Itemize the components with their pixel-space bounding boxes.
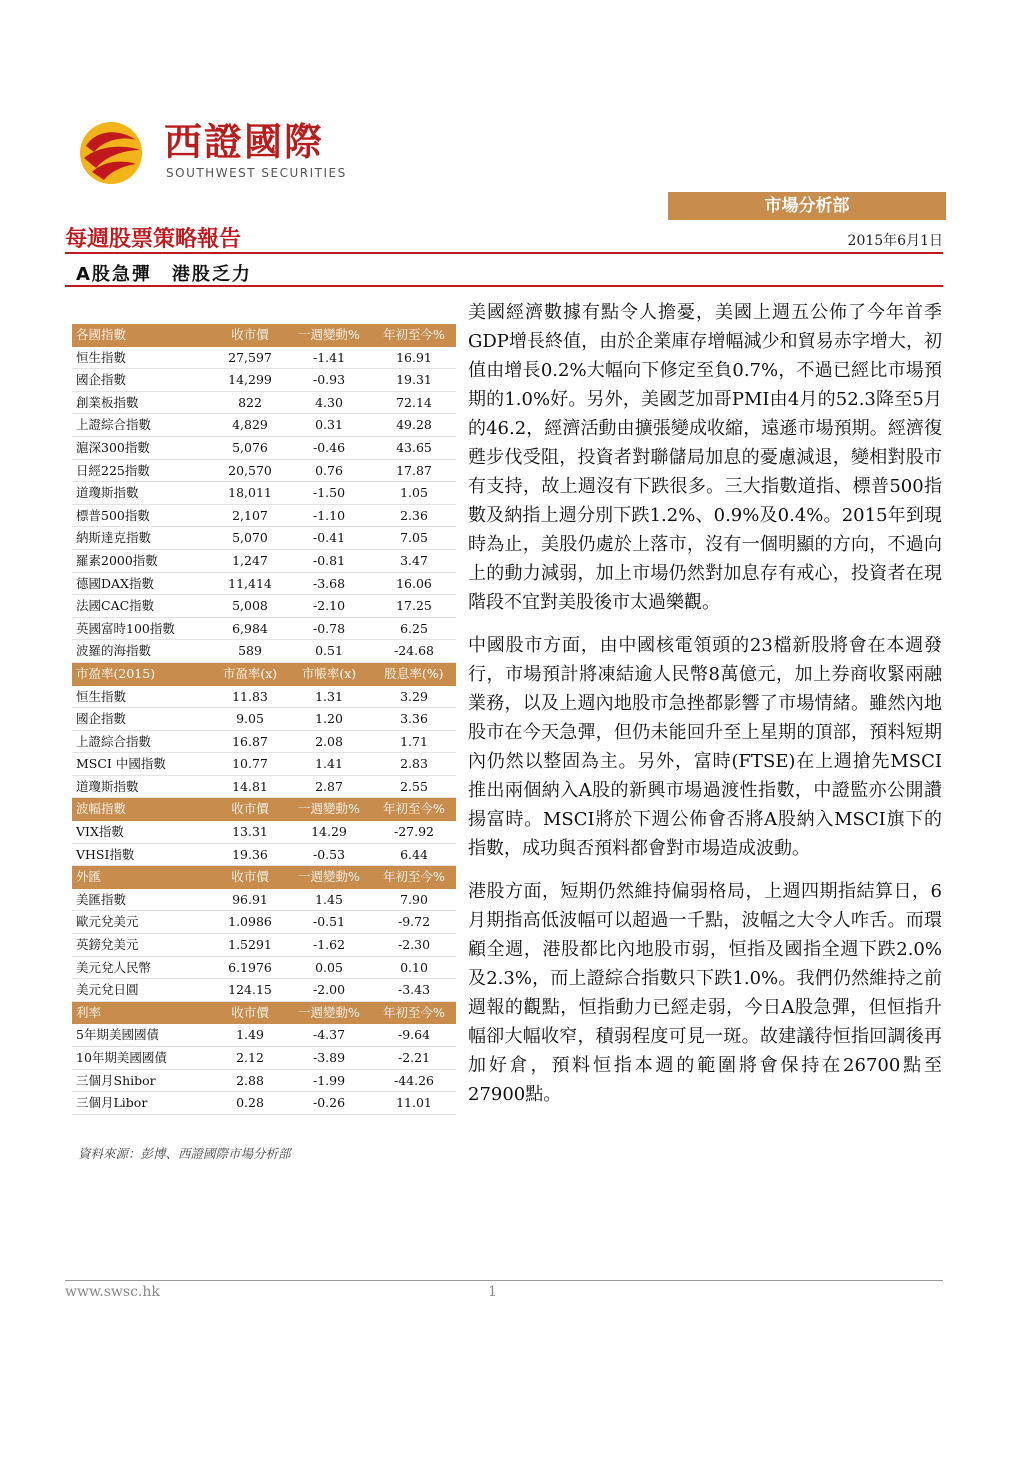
- row-label: 國企指數: [76, 372, 127, 388]
- row-value: 0.05: [315, 959, 343, 975]
- row-value: 6.44: [400, 846, 428, 862]
- title-divider: [65, 252, 943, 254]
- row-value: 16.87: [232, 733, 268, 749]
- company-logo: [78, 118, 378, 188]
- row-value: 96.91: [232, 891, 268, 907]
- table-row: [72, 640, 456, 663]
- row-label: 法國CAC指數: [76, 598, 155, 614]
- row-label: 上證綜合指數: [76, 417, 152, 433]
- row-label: 國企指數: [76, 711, 127, 727]
- row-label: 恒生指數: [76, 349, 127, 365]
- row-value: 49.28: [396, 417, 432, 433]
- row-value: 589: [238, 643, 262, 659]
- row-value: -1.99: [312, 1072, 346, 1088]
- row-value: 3.47: [400, 552, 428, 568]
- row-value: 5,070: [232, 530, 268, 546]
- row-value: 20,570: [228, 462, 272, 478]
- row-label: 英國富時100指數: [76, 620, 175, 636]
- table-row: [72, 1024, 456, 1047]
- row-value: -44.26: [393, 1072, 434, 1088]
- table-header-rates: [72, 1002, 456, 1025]
- table-row: [72, 505, 456, 528]
- row-value: -0.78: [312, 620, 346, 636]
- footer-url: www.swsc.hk: [65, 1284, 160, 1300]
- row-value: -2.00: [312, 982, 346, 998]
- row-value: -2.30: [397, 937, 431, 953]
- row-value: 27,597: [228, 349, 272, 365]
- row-label: 三個月Shibor: [76, 1072, 156, 1088]
- header-cell: 一週變動%: [298, 801, 360, 817]
- row-value: -9.64: [397, 1027, 431, 1043]
- table-row: [72, 414, 456, 437]
- row-label: 道瓊斯指數: [76, 485, 139, 501]
- header-cell: 市盈率(x): [222, 665, 278, 681]
- swsc-logo-icon: [78, 120, 144, 186]
- row-value: 6,984: [232, 620, 268, 636]
- row-value: -27.92: [393, 824, 434, 840]
- table-row: [72, 618, 456, 641]
- row-value: 19.31: [396, 372, 432, 388]
- row-value: -0.53: [312, 846, 346, 862]
- table-row: [72, 527, 456, 550]
- row-value: -4.37: [312, 1027, 346, 1043]
- row-label: 5年期美國國債: [76, 1027, 159, 1043]
- row-value: 1.0986: [228, 914, 272, 930]
- row-value: 2.88: [236, 1072, 264, 1088]
- row-value: 19.36: [232, 846, 268, 862]
- header-cell: 收市價: [231, 869, 269, 885]
- logo-chinese-name: 西證國際: [164, 120, 325, 164]
- row-value: -0.93: [312, 372, 346, 388]
- market-data-table: [72, 324, 456, 1115]
- row-value: -1.62: [312, 937, 346, 953]
- row-label: 德國DAX指數: [76, 575, 154, 591]
- row-value: 0.31: [315, 417, 343, 433]
- logo-english-name: SOUTHWEST SECURITIES: [166, 166, 347, 180]
- header-cell: 年初至今%: [383, 1004, 445, 1020]
- row-label: 納斯達克指數: [76, 530, 152, 546]
- row-value: -1.50: [312, 485, 346, 501]
- row-value: -0.46: [312, 439, 346, 455]
- table-row: [72, 979, 456, 1002]
- row-value: -0.26: [312, 1095, 346, 1111]
- table-row: [72, 708, 456, 731]
- row-value: 18,011: [228, 485, 272, 501]
- table-row: [72, 573, 456, 596]
- row-value: 14.29: [311, 824, 347, 840]
- header-cell: 一週變動%: [298, 1004, 360, 1020]
- row-value: 5,008: [232, 598, 268, 614]
- page-number: 1: [488, 1284, 497, 1300]
- table-header-pe: [72, 663, 456, 686]
- row-value: 17.87: [396, 462, 432, 478]
- header-cell: 年初至今%: [383, 869, 445, 885]
- row-value: 2.12: [236, 1050, 264, 1065]
- table-row: [72, 347, 456, 370]
- header-cell: 年初至今%: [383, 801, 445, 817]
- header-cell: 股息率(%): [384, 665, 444, 681]
- row-label: MSCI 中國指數: [76, 756, 166, 772]
- row-value: -2.10: [312, 598, 346, 614]
- row-value: 9.05: [236, 711, 264, 727]
- row-value: 1.45: [315, 891, 343, 907]
- table-header-indices: [72, 324, 456, 347]
- header-cell: 利率: [76, 1004, 102, 1020]
- row-value: 2.08: [315, 733, 343, 749]
- row-value: 1.41: [315, 756, 343, 772]
- row-value: 1.5291: [228, 937, 272, 953]
- row-value: -3.89: [312, 1050, 346, 1065]
- table-row: [72, 686, 456, 709]
- table-row: [72, 957, 456, 980]
- row-value: -24.68: [393, 643, 434, 659]
- table-row: [72, 821, 456, 844]
- table-row: [72, 550, 456, 573]
- row-value: -0.41: [312, 530, 346, 546]
- row-value: 72.14: [396, 394, 432, 410]
- paragraph-us-market: 美國經濟數據有點令人擔憂，美國上週五公佈了今年首季GDP增長終值，由於企業庫存增幅減少和貿易赤字增大，初值由增長0.2%大幅向下修定至負0.7%，不過已經比市場預期的1.0%好。另外，美國芝加哥PMI由4月的52.3降至5月的46.2，經濟活動由擴張變成收縮，遠遜市場預期。經濟復甦步伐受阻，投資者對聯儲局加息的憂慮減退，變相對股市有支持，故上週沒有下跌很多。三大指數道指、標普500指數及納指上週分別下跌1.2%、0.9%及0.4%。2015年到現時為止，美股仍處於上落市，沒有一個明顯的方向，不過向上的動力減弱，加上市場仍然對加息存有戒心，投資者在現階段不宜對美股後市太過樂觀。: [468, 302, 942, 613]
- table-row: [72, 392, 456, 415]
- row-value: 1.20: [315, 711, 343, 727]
- table-header-volatility: [72, 798, 456, 821]
- row-value: 2.55: [400, 778, 428, 794]
- row-label: 羅素2000指數: [76, 552, 158, 568]
- row-value: 43.65: [396, 439, 432, 455]
- row-label: 英鎊兌美元: [76, 937, 139, 953]
- row-value: 3.29: [400, 688, 428, 704]
- row-label: 標普500指數: [76, 507, 150, 523]
- row-value: 14,299: [228, 372, 272, 388]
- row-label: 恒生指數: [76, 688, 127, 704]
- row-value: 1.71: [400, 733, 428, 749]
- row-value: 6.25: [400, 620, 428, 636]
- row-value: 2.83: [400, 756, 428, 772]
- row-value: -3.43: [397, 982, 431, 998]
- row-label: 創業板指數: [76, 394, 139, 410]
- header-cell: 市帳率(x): [301, 665, 357, 681]
- row-value: 16.91: [396, 349, 432, 365]
- table-row: [72, 369, 456, 392]
- table-row: [72, 1092, 456, 1115]
- row-value: -3.68: [312, 575, 346, 591]
- paragraph-china-market: 中國股市方面，由中國核電領頭的23檔新股將會在本週發行，市場預計將凍結逾人民幣8萬億元，加上券商收緊兩融業務，以及上週內地股市急挫都影響了市場情緒。雖然內地股市在今天急彈，但仍未能回升至上星期的頂部，預料短期內仍然以整固為主。另外，富時(FTSE)在上週搶先MSCI推出兩個納入A股的新興市場過渡性指數，中證監亦公開讚揚富時。MSCI將於下週公佈會否將A股納入MSCI旗下的指數，成功與否預料都會對市場造成波動。: [468, 635, 942, 859]
- table-row: [72, 595, 456, 618]
- header-cell: 波幅指數: [76, 801, 127, 817]
- row-label: 道瓊斯指數: [76, 778, 139, 794]
- table-row: [72, 889, 456, 912]
- row-value: -0.81: [312, 552, 346, 568]
- row-value: 2.36: [400, 507, 428, 523]
- row-value: 0.51: [315, 643, 343, 659]
- row-value: 0.76: [315, 462, 343, 478]
- row-label: 歐元兌美元: [76, 914, 139, 930]
- row-value: -9.72: [397, 914, 431, 930]
- table-row: [72, 1047, 456, 1070]
- data-source-note: 資料來源：彭博、西證國際市場分析部: [78, 1146, 291, 1161]
- header-cell: 市盈率(2015): [76, 665, 156, 681]
- header-cell: 年初至今%: [383, 327, 445, 342]
- row-value: 0.10: [400, 959, 428, 975]
- header-cell: 收市價: [231, 1004, 269, 1020]
- subtitle-divider: [65, 285, 943, 287]
- table-row: [72, 460, 456, 483]
- header-cell: 外匯: [76, 869, 102, 885]
- row-label: 三個月Libor: [76, 1095, 148, 1111]
- row-value: 1,247: [232, 552, 268, 568]
- row-value: -0.51: [312, 914, 346, 930]
- header-cell: 一週變動%: [298, 327, 360, 342]
- row-value: 4.30: [315, 394, 343, 410]
- table-header-fx: [72, 866, 456, 889]
- table-row: [72, 1070, 456, 1093]
- table-row: [72, 844, 456, 867]
- department-banner: 市場分析部: [668, 192, 946, 220]
- row-value: 4,829: [232, 417, 268, 433]
- row-value: 822: [238, 394, 262, 410]
- table-row: [72, 482, 456, 505]
- row-value: 11.01: [396, 1095, 432, 1111]
- header-cell: 一週變動%: [298, 869, 360, 885]
- row-value: -1.41: [312, 349, 346, 365]
- row-value: 1.31: [315, 688, 343, 704]
- row-label: 美元兌人民幣: [76, 959, 152, 975]
- row-label: 日經225指數: [76, 462, 150, 478]
- row-value: 17.25: [396, 598, 432, 614]
- row-value: 11,414: [228, 575, 272, 591]
- paragraph-hk-market: 港股方面，短期仍然維持偏弱格局，上週四期指結算日，6月期指高低波幅可以超過一千點，波幅之大令人咋舌。而環顧全週，港股都比內地股市弱，恒指及國指全週下跌2.0%及2.3%，而上證綜合指數只下跌1.0%。我們仍然維持之前週報的觀點，恒指動力已經走弱，今日A股急彈，但恒指升幅卻大幅收窄，積弱程度可見一斑。故建議待恒指回調後再加好倉，預料恒指本週的範圍將會保持在26700點至27900點。: [468, 881, 942, 1105]
- report-date: 2015年6月1日: [847, 233, 943, 249]
- row-value: 7.05: [400, 530, 428, 546]
- header-cell: 各國指數: [76, 327, 127, 342]
- row-label: VHSI指數: [76, 846, 135, 862]
- report-subtitle: A股急彈 港股乏力: [76, 264, 252, 285]
- table-row: [72, 776, 456, 799]
- row-label: 美元兌日圓: [76, 982, 139, 998]
- row-value: -2.21: [397, 1050, 431, 1065]
- row-value: 2.87: [315, 778, 343, 794]
- row-label: 滬深300指數: [76, 439, 150, 455]
- row-value: 14.81: [232, 778, 268, 794]
- row-value: 10.77: [232, 756, 268, 772]
- table-row: [72, 934, 456, 957]
- row-value: 2,107: [232, 507, 268, 523]
- row-label: 10年期美國國債: [76, 1050, 167, 1065]
- commentary-article: [468, 298, 942, 1123]
- table-row: [72, 911, 456, 934]
- row-value: 16.06: [396, 575, 432, 591]
- row-value: 1.49: [236, 1027, 264, 1043]
- row-value: 13.31: [232, 824, 268, 840]
- header-cell: 收市價: [231, 327, 269, 342]
- report-title: 每週股票策略報告: [65, 227, 242, 252]
- row-value: 1.05: [400, 485, 428, 501]
- row-value: 5,076: [232, 439, 268, 455]
- row-value: 6.1976: [228, 959, 272, 975]
- row-value: -1.10: [312, 507, 346, 523]
- row-value: 11.83: [232, 688, 268, 704]
- header-cell: 收市價: [231, 801, 269, 817]
- table-row: [72, 437, 456, 460]
- row-value: 7.90: [400, 891, 428, 907]
- row-label: VIX指數: [76, 824, 124, 840]
- table-row: [72, 753, 456, 776]
- row-value: 124.15: [228, 982, 272, 998]
- row-value: 3.36: [400, 711, 428, 727]
- row-label: 波羅的海指數: [76, 643, 152, 659]
- row-label: 美匯指數: [76, 891, 127, 907]
- footer-divider: [65, 1280, 943, 1281]
- row-label: 上證綜合指數: [76, 733, 152, 749]
- table-row: [72, 731, 456, 754]
- row-value: 0.28: [236, 1095, 264, 1111]
